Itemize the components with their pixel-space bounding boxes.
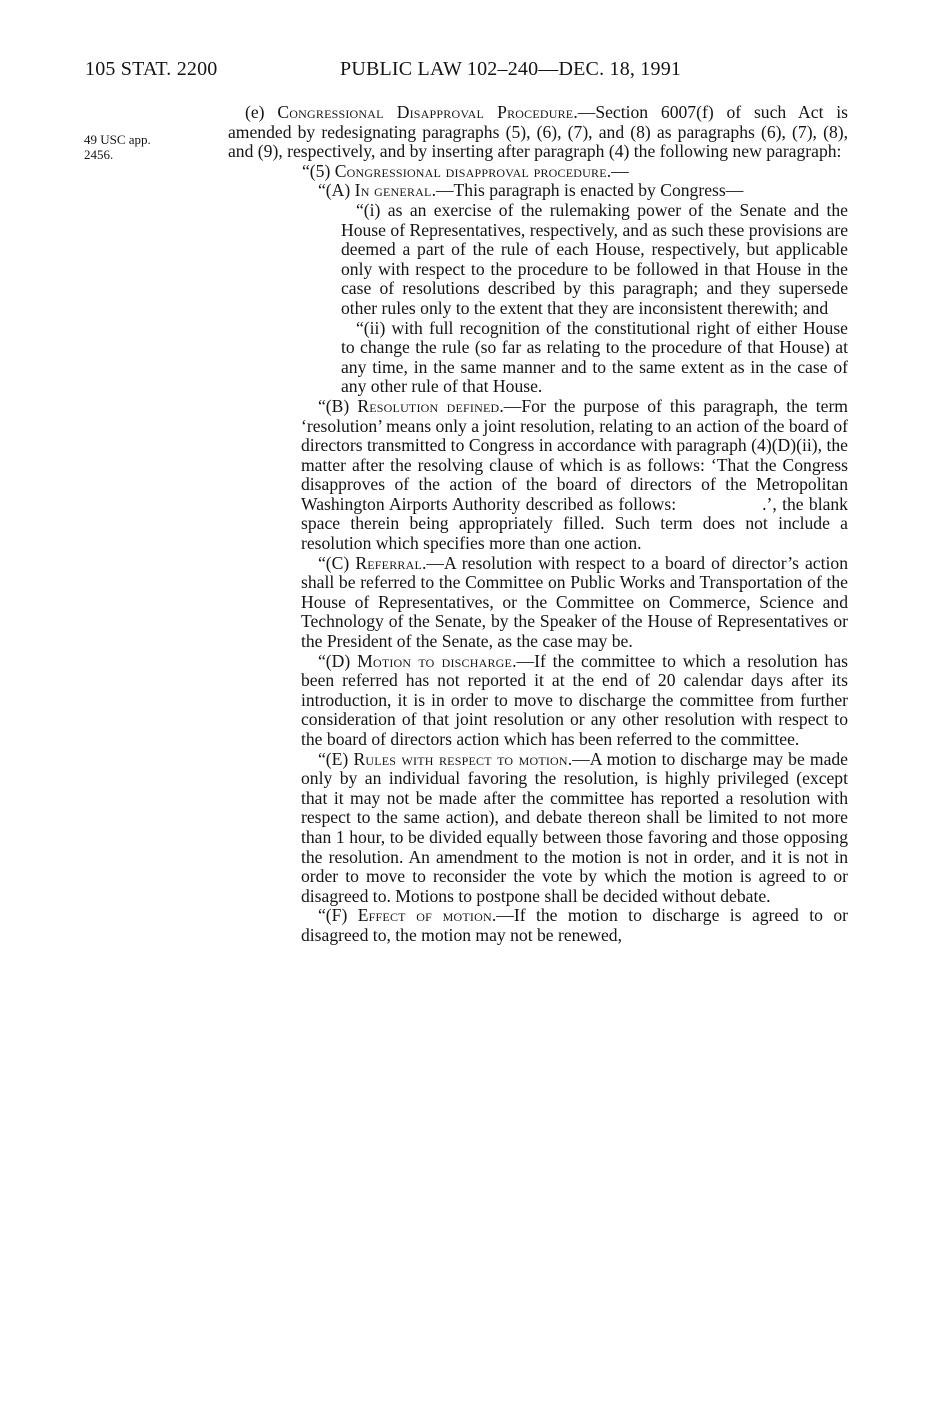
subparagraph-e [228, 750, 848, 907]
paragraph-heading: Congressional disapproval procedure [334, 160, 607, 181]
subsection-e [228, 103, 848, 162]
subparagraph-text: .’, the blank space therein being appropriately filled. Such term does not include a resolution which specifies more than one action. [301, 493, 848, 554]
margin-citation [84, 132, 151, 162]
subparagraph-text: .—A resolution with respect to a board of director’s action shall be referred to the Committee on Public Works and Transportation of the House of Representatives, or the Committee on Commerce, Science and Technology of the Senate, by the Speaker of the House of Representatives or the President of the Senate, as the case may be. [301, 552, 848, 652]
subparagraph-text: .—If the committee to which a resolution has been referred has not reported it at the end of 20 calendar days after its introduction, it is in order to move to discharge the committee from further consideration of that joint resolution or any other resolution with respect to the board of directors action which has been referred to the committee. [301, 650, 848, 749]
clause-ii: “(ii) with full recognition of the constitutional right of either House to change the rule (so far as relating to the procedure of that House) at any time, in the same manner and to the same extent as in the case of any other rule of that House. [341, 317, 848, 397]
subsection-label: (e) [245, 102, 265, 122]
subparagraph-heading: Referral [355, 552, 423, 573]
subparagraph-c [228, 554, 848, 652]
law-title: PUBLIC LAW 102–240—DEC. 18, 1991 [340, 58, 682, 80]
subparagraph-b [228, 397, 848, 554]
stat-page-reference: 105 STAT. 2200 [85, 58, 218, 80]
clause-i: “(i) as an exercise of the rulemaking power of the Senate and the House of Representatives, respectively, and as such these provisions are deemed a part of the rule of each House, respectively, but applicable only with respect to the procedure to be followed in that House in the case of resolutions described by this paragraph; and they supersede other rules only to the extent that they are inconsistent therewith; and [341, 199, 848, 318]
subparagraph-heading: Rules with respect to motion [353, 748, 568, 769]
subparagraph-label: “(D) [318, 650, 351, 671]
subsection-heading: Congressional Disapproval Procedure [277, 102, 574, 122]
subparagraph-text: .—This paragraph is enacted by Congress— [431, 180, 744, 201]
margin-citation-line: 49 USC app. [84, 132, 151, 147]
subparagraph-text: .—For the purpose of this paragraph, the term ‘resolution’ means only a joint resolution, relating to an action of the board of directors transmitted to Congress in accordance with paragraph (4)(D)(ii), the matter after the resolving clause of which is as follows: ‘That the Congress disapproves of the action of the board of directors of the Metropolitan Washington Airports Authority described as follows: [301, 395, 848, 514]
subparagraph-heading: Motion to discharge [357, 650, 513, 671]
subparagraph-label: “(C) [318, 552, 350, 573]
subparagraph-label: “(F) [318, 905, 348, 926]
page-header [0, 58, 939, 88]
subparagraph-label: “(E) [318, 748, 349, 769]
paragraph-5 [228, 162, 848, 182]
subparagraph-d [228, 652, 848, 750]
statute-body [228, 103, 848, 946]
subparagraph-text: .—A motion to discharge may be made only by an individual favoring the resolution, is highly privileged (except that it may not be made after the committee has reported a resolution with respect to the same action), and debate thereon shall be limited to not more than 1 hour, to be divided equally between those favoring and those opposing the resolution. An amendment to the motion is not in order, and it is not in order to move to reconsider the vote by which the motion is agreed to or disagreed to. Motions to postpone shall be decided without debate. [301, 748, 848, 906]
subparagraph-label: “(B) [318, 395, 350, 416]
paragraph-text: .— [606, 160, 629, 181]
subparagraph-a [228, 181, 848, 201]
margin-citation-line: 2456. [84, 147, 114, 162]
subparagraph-label: “(A) [318, 180, 351, 201]
subparagraph-heading: In general [354, 180, 432, 201]
subsection-text: .—Section 6007(f) of such Act is amended by redesignating paragraphs (5), (6), (7), and (8) as paragraphs (6), (7), (8), and (9), respectively, and by inserting after paragraph (4) the following new paragraph: [228, 102, 848, 162]
subparagraph-f [228, 906, 848, 945]
subparagraph-heading: Effect of motion [357, 905, 492, 926]
subparagraph-text: .—If the motion to discharge is agreed to or disagreed to, the motion may not be renewed, [301, 905, 848, 945]
paragraph-label: “(5) [302, 160, 331, 181]
subparagraph-heading: Resolution defined [357, 395, 500, 416]
